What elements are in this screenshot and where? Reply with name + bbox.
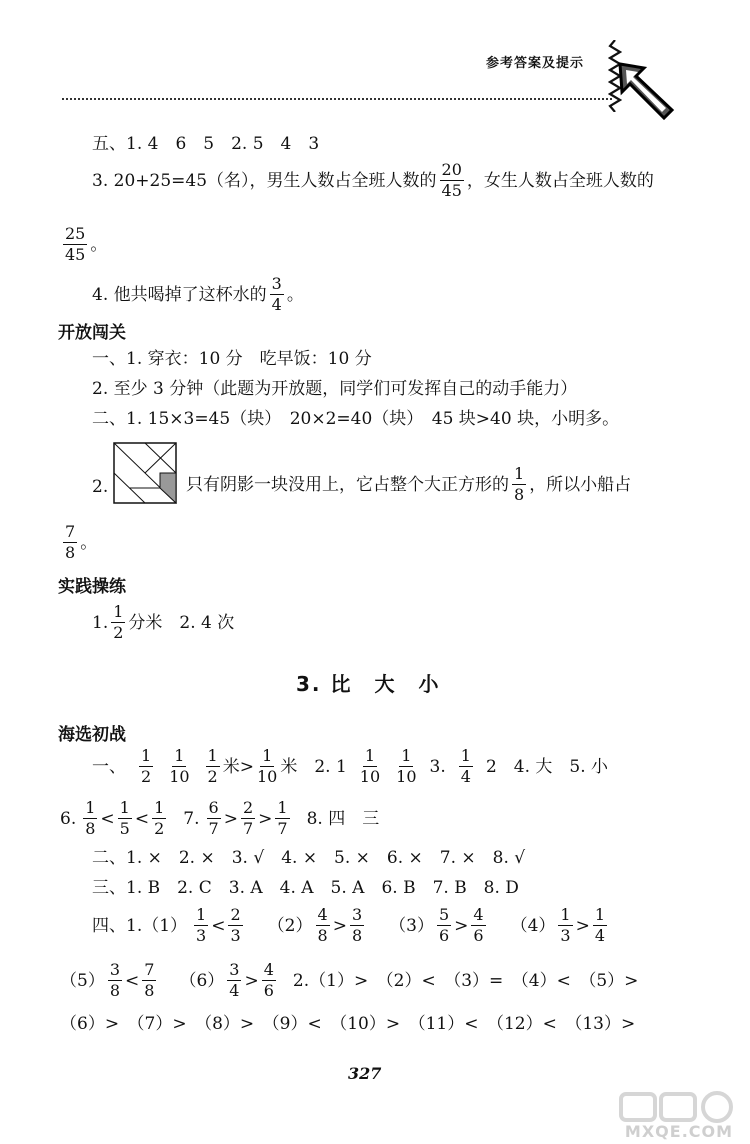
fraction: $\frac{1}{10}$: [359, 746, 381, 786]
text-segment: 一、: [92, 756, 126, 777]
fraction: $\frac{20}{45}$: [441, 160, 462, 200]
answer-line: [92, 162, 654, 199]
answer-line: （6）> （7）> （8）> （9）< （10）> （11）< （12）< （13）>: [60, 1014, 636, 1034]
text-segment: >: [575, 915, 590, 936]
arrow-icon: [618, 62, 678, 122]
fraction: $\frac{6}{7}$: [208, 798, 219, 838]
answer-line: [92, 604, 234, 641]
text-segment: <: [211, 915, 226, 936]
text-segment: 四、1.（1）: [92, 915, 188, 936]
answer-line: 三、1. B 2. C 3. A 4. A 5. A 6. B 7. B 8. D: [92, 878, 519, 898]
section-heading: 海选初战: [58, 725, 126, 745]
fraction: $\frac{3}{4}$: [229, 960, 240, 1000]
text-segment: 1.: [92, 612, 109, 633]
answer-line: [92, 907, 610, 944]
text-segment: <: [125, 970, 140, 991]
text-segment: （6）: [179, 970, 225, 991]
fraction: $\frac{2}{7}$: [242, 798, 254, 838]
text-segment: 。: [80, 532, 98, 553]
section-heading: 开放闯关: [58, 323, 126, 343]
text-segment: ，女生人数占全班人数的: [466, 170, 654, 191]
fraction: $\frac{3}{8}$: [351, 905, 363, 945]
fraction: $\frac{1}{8}$: [514, 464, 525, 504]
text-segment: >: [244, 970, 259, 991]
text-segment: （2）: [267, 915, 313, 936]
answer-line: [60, 962, 638, 999]
answer-line: [92, 276, 304, 313]
fraction: $\frac{3}{4}$: [271, 274, 282, 314]
fraction: $\frac{2}{3}$: [230, 905, 241, 945]
answer-line: 二、1. 15×3=45（块） 20×2=40（块） 45 块>40 块，小明多。: [92, 409, 620, 429]
fraction: $\frac{5}{6}$: [438, 905, 450, 945]
text-segment: 米 2. 1: [280, 756, 347, 777]
text-segment: 。: [90, 234, 108, 255]
fraction: $\frac{1}{2}$: [154, 798, 165, 838]
text-segment: >: [223, 808, 238, 829]
answer-line: 五、1. 4 6 5 2. 5 4 3: [92, 134, 320, 154]
text-segment: 7.: [183, 808, 200, 829]
watermark-text: MXQE.COM: [624, 1122, 734, 1141]
fraction: $\frac{1}{8}$: [85, 798, 96, 838]
fraction: $\frac{1}{2}$: [113, 602, 124, 642]
answer-line: 二、1. × 2. × 3. √ 4. × 5. × 6. × 7. × 8. √: [92, 848, 526, 868]
fraction: $\frac{25}{45}$: [65, 224, 86, 264]
text-segment: 8. 四 三: [306, 808, 380, 829]
header-title: 参考答案及提示: [486, 56, 585, 71]
fraction: $\frac{4}{6}$: [263, 960, 274, 1000]
text-segment: 只有阴影一块没用上，它占整个大正方形的: [186, 474, 509, 495]
answer-line: 2. 至少 3 分钟（此题为开放题，同学们可发挥自己的动手能力）: [92, 379, 578, 399]
text-segment: （5）: [60, 970, 105, 991]
fraction: $\frac{1}{10}$: [169, 746, 190, 786]
text-segment: 米>: [222, 756, 254, 777]
fraction: $\frac{1}{4}$: [460, 746, 471, 786]
answer-line: 一、1. 穿衣：10 分 吃早饭：10 分: [92, 349, 372, 369]
fraction: $\frac{1}{10}$: [396, 746, 417, 786]
answer-line: 2.: [92, 477, 109, 497]
fraction: $\frac{7}{8}$: [144, 960, 155, 1000]
fraction: $\frac{1}{5}$: [119, 798, 130, 838]
text-segment: >: [454, 915, 469, 936]
answer-line: [60, 226, 107, 263]
text-segment: 2 4. 大 5. 小: [485, 756, 609, 777]
fraction: $\frac{4}{6}$: [473, 905, 484, 945]
tangram-figure: [113, 442, 177, 504]
fraction: $\frac{7}{8}$: [65, 522, 76, 562]
page-number: 327: [348, 1064, 382, 1083]
text-segment: <: [100, 808, 115, 829]
text-segment: 3. 20+25=45（名），男生人数占全班人数的: [92, 170, 437, 191]
text-segment: >: [332, 915, 347, 936]
fraction: $\frac{1}{2}$: [207, 746, 218, 786]
section-heading: 实践操练: [58, 577, 126, 597]
text-segment: 分米 2. 4 次: [128, 612, 235, 633]
fraction: $\frac{1}{7}$: [277, 798, 288, 838]
text-segment: （3）: [389, 915, 434, 936]
text-segment: 6.: [60, 808, 77, 829]
fraction: $\frac{1}{2}$: [141, 746, 152, 786]
text-segment: ，所以小船占: [529, 474, 632, 495]
text-segment: 3.: [429, 756, 446, 777]
text-segment: （4）: [510, 915, 556, 936]
fraction: $\frac{1}{10}$: [256, 746, 278, 786]
fraction: $\frac{1}{3}$: [560, 905, 571, 945]
answer-line: [60, 524, 97, 561]
text-segment: 2.（1）> （2）< （3）= （4）< （5）>: [292, 970, 639, 991]
text-segment: 4. 他共喝掉了这杯水的: [92, 284, 267, 305]
text-segment: 。: [286, 284, 304, 305]
answer-line: [60, 800, 379, 837]
watermark: [612, 1090, 746, 1141]
text-segment: >: [258, 808, 273, 829]
answer-line: [92, 748, 608, 785]
text-segment: <: [134, 808, 150, 829]
header-divider: [62, 98, 612, 100]
fraction: $\frac{1}{3}$: [196, 905, 207, 945]
watermark-logo-icon: [619, 1090, 739, 1124]
fraction: $\frac{4}{8}$: [317, 905, 328, 945]
answer-line: [186, 466, 631, 503]
fraction: $\frac{1}{4}$: [594, 905, 606, 945]
fraction: $\frac{3}{8}$: [109, 960, 121, 1000]
chapter-title: 3. 比 大 小: [296, 672, 441, 696]
